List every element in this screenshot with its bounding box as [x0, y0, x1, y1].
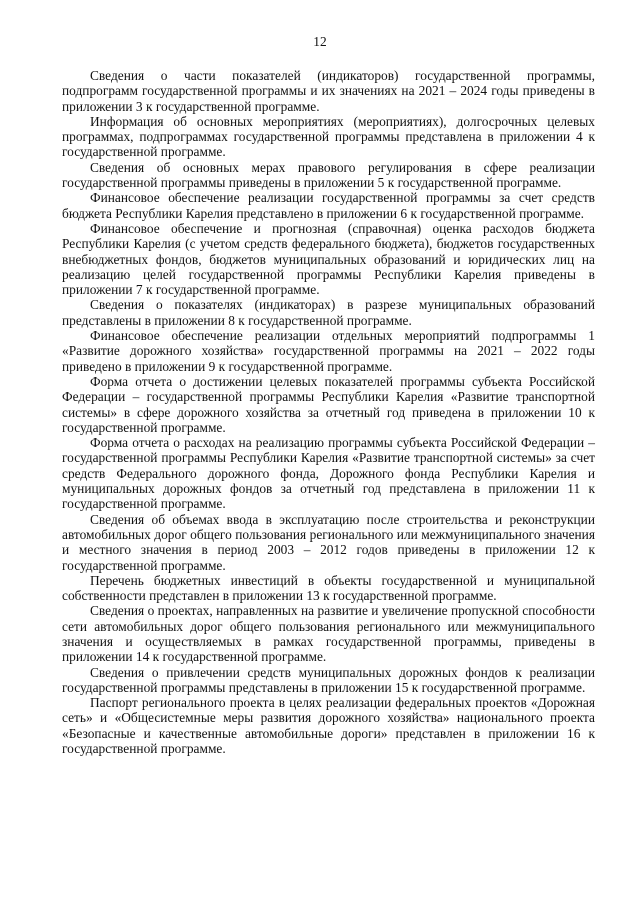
- paragraph-appendix-13: Перечень бюджетных инвестиций в объекты государственной и муниципальной собственности представлен в приложении 13 к государственной программе.: [62, 572, 595, 604]
- paragraph-appendix-10: Форма отчета о достижении целевых показателей программы субъекта Российской Федерации – государственной программы Республики Карелия «Развитие транспортной системы» в сфере дорожного хозяйства за отчетный год приведена в приложении 10 к государственной программе.: [62, 373, 595, 435]
- paragraph-appendix-15: Сведения о привлечении средств муниципальных дорожных фондов к реализации государственной программы представлены в приложении 15 к государственной программе.: [62, 664, 595, 695]
- page-number: 12: [313, 34, 327, 49]
- paragraph-appendix-11: Форма отчета о расходах на реализацию программы субъекта Российской Федерации – государственной программы Республики Карелия «Развитие транспортной системы» за счет средств Федерального дорожного фонда, Дорожного фонда Республики Карелия и муниципальных дорожных фондов за отчетный год представлена в приложении 11 к государственной программе.: [62, 435, 595, 512]
- paragraph-appendix-8: Сведения о показателях (индикаторах) в разрезе муниципальных образований представлены в приложении 8 к государственной программе.: [62, 297, 595, 328]
- paragraph-appendix-4: Информация об основных мероприятиях (мероприятиях), долгосрочных целевых программах, подпрограммах государственной программы представлена в приложении 4 к государственной программе.: [62, 113, 595, 160]
- paragraph-appendix-14: Сведения о проектах, направленных на развитие и увеличение пропускной способности сети автомобильных дорог общего пользования регионального или межмуниципального значения и осуществляемых в рамках государственной программы, приведены в приложении 14 к государственной программе.: [62, 603, 595, 665]
- paragraph-appendix-9: Финансовое обеспечение реализации отдельных мероприятий подпрограммы 1 «Развитие дорожного хозяйства» государственной программы на 2021 – 2022 годы приведено в приложении 9 к государственной программе.: [62, 328, 595, 374]
- paragraph-appendix-16: Паспорт регионального проекта в целях реализации федеральных проектов «Дорожная сеть» и «Общесистемные меры развития дорожного хозяйства» национального проекта «Безопасные и качественные автомобильные дороги» представлен в приложении 16 к государственной программе.: [62, 695, 595, 757]
- paragraph-appendix-7: Финансовое обеспечение и прогнозная (справочная) оценка расходов бюджета Республики Карелия (с учетом средств федерального бюджета), бюджетов государственных внебюджетных фондов, бюджетов муниципальных образований и юридических лиц на реализацию целей государственной программы Республики Карелия приведены в приложении 7 к государственной программе.: [62, 220, 595, 298]
- document-body: [62, 68, 595, 756]
- paragraph-appendix-3: Сведения о части показателей (индикаторов) государственной программы, подпрограмм государственной программы и их значениях на 2021 – 2024 годы приведены в приложении 3 к государственной программе.: [62, 68, 595, 114]
- paragraph-appendix-5: Сведения об основных мерах правового регулирования в сфере реализации государственной программы приведены в приложении 5 к государственной программе.: [62, 159, 595, 191]
- paragraph-appendix-6: Финансовое обеспечение реализации государственной программы за счет средств бюджета Республики Карелия представлено в приложении 6 к государственной программе.: [62, 190, 595, 221]
- paragraph-appendix-12: Сведения об объемах ввода в эксплуатацию после строительства и реконструкции автомобильных дорог общего пользования регионального или межмуниципального значения и местного значения в период 2003 – 2012 годов приведены в приложении 12 к государственной программе.: [62, 511, 595, 573]
